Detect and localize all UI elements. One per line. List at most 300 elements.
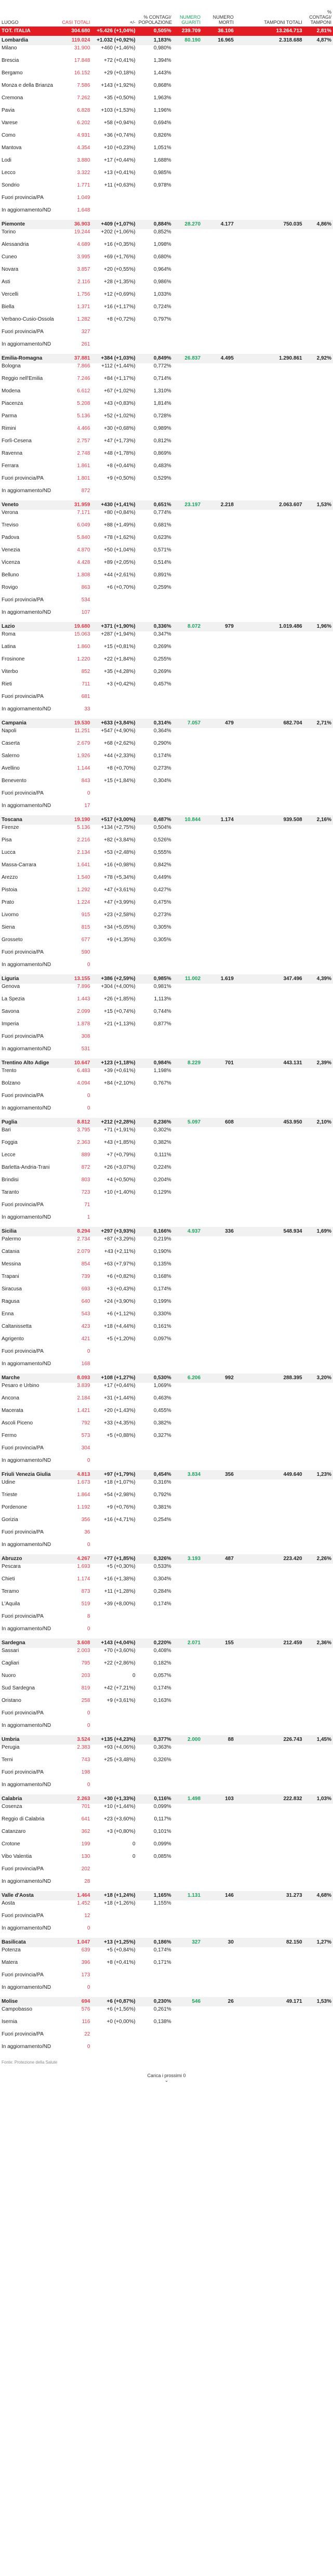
region-row[interactable] [0, 815, 333, 825]
table-row[interactable] [0, 341, 333, 354]
place-name: Trento [2, 1068, 17, 1074]
table-row[interactable] [0, 1236, 333, 1249]
header-numero-morti[interactable]: NUMERO MORTI [212, 15, 234, 25]
table-row[interactable] [0, 1648, 333, 1660]
table-row[interactable] [0, 1710, 333, 1723]
contagi-popolazione: 0,326% [153, 1757, 171, 1763]
region-row[interactable] [0, 1794, 333, 1804]
contagi-popolazione [137, 1913, 173, 1925]
table-row[interactable] [0, 426, 333, 438]
table-row[interactable] [0, 1517, 333, 1529]
casi-totali: 327 [81, 329, 90, 335]
table-row[interactable] [0, 1564, 333, 1576]
contagi-popolazione: 1,165% [137, 1891, 173, 1900]
variazione: +6 (+0,70%) [106, 585, 136, 590]
table-row[interactable] [0, 535, 333, 547]
table-row[interactable] [0, 1214, 333, 1227]
table-row[interactable] [0, 1249, 333, 1261]
table-row[interactable] [0, 376, 333, 388]
contagi-popolazione: 0,302% [153, 1127, 171, 1133]
region-row[interactable] [0, 354, 333, 363]
contagi-popolazione: 1,198% [153, 1068, 171, 1074]
table-row[interactable] [0, 1589, 333, 1601]
contagi-popolazione [137, 949, 173, 962]
contagi-tamponi: 2,16% [304, 815, 333, 825]
table-row[interactable] [0, 475, 333, 488]
region-row[interactable] [0, 974, 333, 984]
empty-cell [173, 875, 333, 887]
table-row[interactable] [0, 1190, 333, 1202]
table-row[interactable] [0, 803, 333, 815]
table-row[interactable] [0, 631, 333, 644]
numero-morti: 155 [202, 1639, 235, 1648]
casi-totali: 12 [84, 1913, 90, 1919]
table-row[interactable] [0, 1542, 333, 1554]
region-row[interactable] [0, 36, 333, 45]
place-name: Vicenza [2, 560, 20, 565]
empty-cell [173, 1564, 333, 1576]
table-row[interactable] [0, 2019, 333, 2031]
place-name: Isernia [2, 2019, 18, 2025]
casi-totali: 0 [87, 1542, 90, 1548]
table-row[interactable] [0, 1261, 333, 1274]
table-row[interactable] [0, 825, 333, 837]
place-name: Genova [2, 984, 20, 989]
total-row[interactable] [0, 27, 333, 36]
table-row[interactable] [0, 1925, 333, 1938]
casi-totali: 795 [81, 1660, 90, 1666]
table-row[interactable] [0, 1866, 333, 1879]
table-row[interactable] [0, 560, 333, 572]
table-row[interactable] [0, 2006, 333, 2019]
region-row[interactable] [0, 1997, 333, 2006]
table-row[interactable] [0, 1985, 333, 1997]
variazione: +9 (+1,35%) [106, 937, 136, 943]
table-row[interactable] [0, 182, 333, 195]
header-tamponi-totali[interactable]: TAMPONI TOTALI [264, 20, 302, 25]
table-row[interactable] [0, 1009, 333, 1021]
variazione: +9 (+0,76%) [106, 1504, 136, 1510]
region-row[interactable] [0, 1373, 333, 1383]
variazione [91, 1458, 137, 1470]
place-name: Marche [0, 1373, 60, 1383]
variazione [91, 1614, 137, 1626]
variazione [91, 1710, 137, 1723]
table-row[interactable] [0, 463, 333, 475]
table-row[interactable] [0, 1140, 333, 1152]
variazione [91, 1985, 137, 1997]
table-row[interactable] [0, 1529, 333, 1542]
table-row[interactable] [0, 1479, 333, 1492]
table-row[interactable] [0, 1913, 333, 1925]
table-row[interactable] [0, 1433, 333, 1445]
variazione: +54 (+2,98%) [103, 1492, 136, 1498]
table-row[interactable] [0, 610, 333, 622]
table-row[interactable] [0, 1879, 333, 1891]
table-row[interactable] [0, 488, 333, 500]
empty-cell [173, 1816, 333, 1829]
table-row[interactable] [0, 1769, 333, 1782]
place-name: Firenze [2, 825, 19, 830]
table-row[interactable] [0, 1972, 333, 1985]
table-row[interactable] [0, 1745, 333, 1757]
region-row[interactable] [0, 1118, 333, 1127]
contagi-popolazione: 0,163% [153, 1698, 171, 1703]
variazione: +26 (+3,07%) [103, 1165, 136, 1170]
place-name: Sardegna [0, 1639, 60, 1648]
table-row[interactable] [0, 912, 333, 924]
empty-cell [173, 195, 333, 207]
table-row[interactable] [0, 1698, 333, 1710]
casi-totali: 119.024 [60, 36, 92, 45]
table-row[interactable] [0, 1829, 333, 1841]
casi-totali: 1.421 [77, 1408, 90, 1414]
casi-totali: 863 [81, 585, 90, 590]
table-row[interactable] [0, 962, 333, 974]
table-row[interactable] [0, 170, 333, 182]
place-name: Pesaro e Urbino [2, 1383, 39, 1389]
table-row[interactable] [0, 120, 333, 133]
casi-totali: 16.152 [74, 70, 90, 76]
table-row[interactable] [0, 1349, 333, 1361]
empty-cell [173, 1866, 333, 1879]
variazione: +371 (+1,90%) [91, 622, 137, 631]
variazione: +0 (+0,00%) [106, 2019, 136, 2025]
table-row[interactable] [0, 669, 333, 681]
table-row[interactable] [0, 413, 333, 426]
table-row[interactable] [0, 1361, 333, 1373]
variazione: 0 [132, 1673, 136, 1679]
table-row[interactable] [0, 1068, 333, 1080]
tamponi-totali: 223.420 [235, 1554, 304, 1564]
table-row[interactable] [0, 1841, 333, 1854]
variazione: +547 (+4,90%) [101, 728, 136, 734]
table-row[interactable] [0, 862, 333, 875]
table-row[interactable] [0, 1614, 333, 1626]
table-row[interactable] [0, 438, 333, 451]
load-more[interactable] [0, 2066, 333, 2083]
table-row[interactable] [0, 765, 333, 778]
empty-cell [173, 1349, 333, 1361]
table-row[interactable] [0, 644, 333, 656]
region-row[interactable] [0, 220, 333, 229]
region-row[interactable] [0, 1554, 333, 1564]
table-row[interactable] [0, 850, 333, 862]
table-row[interactable] [0, 1782, 333, 1794]
empty-cell [173, 438, 333, 451]
header-casi-totali[interactable]: CASI TOTALI [62, 20, 90, 25]
place-name: Salerno [2, 753, 20, 759]
region-row[interactable] [0, 1227, 333, 1236]
variazione: +143 (+4,04%) [91, 1639, 137, 1648]
contagi-popolazione [137, 207, 173, 220]
numero-morti: 36.106 [202, 27, 235, 36]
region-row[interactable] [0, 500, 333, 510]
empty-cell [173, 316, 333, 329]
table-row[interactable] [0, 1336, 333, 1349]
tamponi-totali: 2.318.688 [235, 36, 304, 45]
table-row[interactable] [0, 741, 333, 753]
contagi-popolazione: 0,680% [153, 254, 171, 260]
table-row[interactable] [0, 1311, 333, 1324]
table-row[interactable] [0, 1165, 333, 1177]
table-row[interactable] [0, 279, 333, 292]
casi-totali: 4.689 [77, 242, 90, 247]
empty-cell [173, 1093, 333, 1105]
table-row[interactable] [0, 753, 333, 765]
variazione: +17 (+0,44%) [103, 157, 136, 163]
table-row[interactable] [0, 887, 333, 900]
variazione: +5 (+0,84%) [106, 1947, 136, 1953]
place-name: Potenza [2, 1947, 21, 1953]
table-row[interactable] [0, 949, 333, 962]
table-row[interactable] [0, 229, 333, 242]
table-row[interactable] [0, 1900, 333, 1913]
empty-cell [173, 1985, 333, 1997]
table-row[interactable] [0, 996, 333, 1009]
table-row[interactable] [0, 1804, 333, 1816]
table-row[interactable] [0, 790, 333, 803]
contagi-popolazione: 0,316% [153, 1479, 171, 1485]
casi-totali: 723 [81, 1190, 90, 1195]
contagi-popolazione [137, 1214, 173, 1227]
table-row[interactable] [0, 1105, 333, 1118]
table-row[interactable] [0, 572, 333, 585]
table-row[interactable] [0, 254, 333, 267]
header-numero-guariti[interactable]: NUMERO GUARITI [180, 15, 201, 25]
place-name: Perugia [2, 1745, 20, 1750]
table-row[interactable] [0, 1080, 333, 1093]
table-row[interactable] [0, 1383, 333, 1395]
table-row[interactable] [0, 1723, 333, 1735]
table-row[interactable] [0, 2031, 333, 2044]
table-row[interactable] [0, 1046, 333, 1059]
place-name: Latina [2, 644, 16, 650]
empty-cell [173, 949, 333, 962]
table-row[interactable] [0, 304, 333, 316]
empty-cell [173, 1433, 333, 1445]
contagi-popolazione: 0,989% [153, 426, 171, 431]
table-row[interactable] [0, 83, 333, 95]
variazione: +10 (+0,23%) [103, 145, 136, 151]
variazione: +20 (+0,55%) [103, 267, 136, 272]
place-name: Biella [2, 304, 15, 310]
empty-cell [173, 120, 333, 133]
table-row[interactable] [0, 1324, 333, 1336]
region-row[interactable] [0, 1470, 333, 1479]
table-row[interactable] [0, 984, 333, 996]
contagi-popolazione: 0,964% [153, 267, 171, 272]
contagi-popolazione: 0,204% [153, 1177, 171, 1183]
table-row[interactable] [0, 145, 333, 157]
table-row[interactable] [0, 694, 333, 706]
region-row[interactable] [0, 1735, 333, 1745]
place-name: Lecce [2, 1152, 16, 1158]
header-contagi-popolazione[interactable]: % CONTAGI/ POPOLAZIONE [138, 15, 172, 25]
table-row[interactable] [0, 108, 333, 120]
table-row[interactable] [0, 937, 333, 949]
casi-totali: 1.192 [77, 1504, 90, 1510]
table-row[interactable] [0, 1445, 333, 1458]
table-row[interactable] [0, 1458, 333, 1470]
variazione [91, 1913, 137, 1925]
table-row[interactable] [0, 1673, 333, 1685]
table-row[interactable] [0, 1660, 333, 1673]
contagi-popolazione: 0,273% [153, 912, 171, 918]
table-row[interactable] [0, 1420, 333, 1433]
place-name: Molise [0, 1997, 60, 2006]
tamponi-totali: 222.832 [235, 1794, 304, 1804]
table-row[interactable] [0, 1395, 333, 1408]
table-row[interactable] [0, 316, 333, 329]
table-row[interactable] [0, 837, 333, 850]
header-variazione[interactable]: +/- [129, 20, 136, 25]
table-row[interactable] [0, 1601, 333, 1614]
contagi-tamponi: 1,45% [304, 1735, 333, 1745]
table-row[interactable] [0, 157, 333, 170]
table-row[interactable] [0, 681, 333, 694]
table-row[interactable] [0, 242, 333, 254]
table-row[interactable] [0, 195, 333, 207]
empty-cell [173, 1214, 333, 1227]
table-row[interactable] [0, 656, 333, 669]
table-row[interactable] [0, 1626, 333, 1639]
table-row[interactable] [0, 900, 333, 912]
table-row[interactable] [0, 1152, 333, 1165]
table-row[interactable] [0, 1576, 333, 1589]
region-row[interactable] [0, 1059, 333, 1068]
contagi-popolazione: 1,310% [153, 388, 171, 394]
table-row[interactable] [0, 1947, 333, 1960]
chevron-down-icon[interactable]: ⌄ [164, 2078, 169, 2083]
variazione: +63 (+7,97%) [103, 1261, 136, 1267]
table-row[interactable] [0, 1093, 333, 1105]
region-row[interactable] [0, 622, 333, 631]
contagi-tamponi: 2,71% [304, 719, 333, 728]
casi-totali: 4.428 [77, 560, 90, 565]
variazione: +297 (+3,93%) [91, 1227, 137, 1236]
table-row[interactable] [0, 207, 333, 220]
table-row[interactable] [0, 1021, 333, 1034]
region-row[interactable] [0, 1938, 333, 1947]
empty-cell [173, 1202, 333, 1214]
empty-cell [173, 1249, 333, 1261]
casi-totali: 17.848 [74, 58, 90, 63]
table-row[interactable] [0, 1034, 333, 1046]
place-name: Fuori provincia/PA [2, 1614, 44, 1619]
table-row[interactable] [0, 597, 333, 610]
table-row[interactable] [0, 924, 333, 937]
place-name: Enna [2, 1311, 14, 1317]
variazione: +11 (+0,63%) [104, 182, 136, 188]
table-row[interactable] [0, 267, 333, 279]
casi-totali: 2.134 [77, 850, 90, 855]
table-row[interactable] [0, 95, 333, 108]
numero-morti: 4.495 [202, 354, 235, 363]
place-name: Novara [2, 267, 19, 272]
table-row[interactable] [0, 363, 333, 376]
place-name: Agrigento [2, 1336, 24, 1342]
table-row[interactable] [0, 292, 333, 304]
table-row[interactable] [0, 875, 333, 887]
table-row[interactable] [0, 1757, 333, 1769]
table-row[interactable] [0, 706, 333, 719]
place-name: Reggio di Calabria [2, 1816, 45, 1822]
variazione: +22 (+1,84%) [103, 656, 136, 662]
contagi-popolazione: 0,269% [153, 669, 171, 675]
table-row[interactable] [0, 778, 333, 790]
table-row[interactable] [0, 2044, 333, 2056]
casi-totali: 1.673 [77, 1479, 90, 1485]
table-row[interactable] [0, 1202, 333, 1214]
region-row[interactable] [0, 1639, 333, 1648]
table-row[interactable] [0, 388, 333, 401]
load-more-label[interactable]: Carica i prossimi 0 [147, 2073, 186, 2078]
casi-totali: 31.959 [60, 500, 92, 510]
casi-totali: 1.926 [77, 753, 90, 759]
contagi-popolazione: 0,978% [153, 182, 171, 188]
contagi-popolazione: 0,166% [137, 1227, 173, 1236]
table-row[interactable] [0, 1286, 333, 1299]
contagi-popolazione [137, 1361, 173, 1373]
table-row[interactable] [0, 510, 333, 522]
table-row[interactable] [0, 547, 333, 560]
table-row[interactable] [0, 329, 333, 341]
place-name: Siracusa [2, 1286, 22, 1292]
region-row[interactable] [0, 719, 333, 728]
table-row[interactable] [0, 401, 333, 413]
region-row[interactable] [0, 1891, 333, 1900]
header-luogo[interactable]: LUOGO [2, 20, 19, 25]
table-row[interactable] [0, 70, 333, 83]
table-row[interactable] [0, 1299, 333, 1311]
contagi-popolazione [137, 195, 173, 207]
variazione: +53 (+2,48%) [103, 850, 136, 855]
table-row[interactable] [0, 728, 333, 741]
numero-guariti: 3.834 [173, 1470, 202, 1479]
contagi-popolazione: 0,455% [153, 1408, 171, 1414]
empty-cell [173, 1960, 333, 1972]
table-row[interactable] [0, 451, 333, 463]
empty-cell [173, 1080, 333, 1093]
casi-totali: 304.680 [60, 27, 92, 36]
table-row[interactable] [0, 1408, 333, 1420]
table-row[interactable] [0, 1854, 333, 1866]
table-row[interactable] [0, 133, 333, 145]
table-row[interactable] [0, 58, 333, 70]
contagi-popolazione: 0,099% [153, 1841, 171, 1847]
casi-totali: 2.679 [77, 741, 90, 746]
table-row[interactable] [0, 45, 333, 58]
table-row[interactable] [0, 1177, 333, 1190]
header-contagi-tamponi[interactable]: % CONTAGI/ TAMPONI [309, 9, 331, 25]
table-row[interactable] [0, 1685, 333, 1698]
contagi-tamponi: 1,23% [304, 1470, 333, 1479]
variazione: +34 (+5,05%) [103, 924, 136, 930]
place-name: In aggiornamento/ND [2, 1626, 51, 1632]
table-row[interactable] [0, 1492, 333, 1504]
table-row[interactable] [0, 585, 333, 597]
variazione: +67 (+1,02%) [103, 388, 136, 394]
table-row[interactable] [0, 1816, 333, 1829]
table-row[interactable] [0, 1960, 333, 1972]
variazione [91, 207, 137, 220]
place-name: Aosta [2, 1900, 15, 1906]
table-row[interactable] [0, 1274, 333, 1286]
table-row[interactable] [0, 522, 333, 535]
table-row[interactable] [0, 1127, 333, 1140]
table-row[interactable] [0, 1504, 333, 1517]
